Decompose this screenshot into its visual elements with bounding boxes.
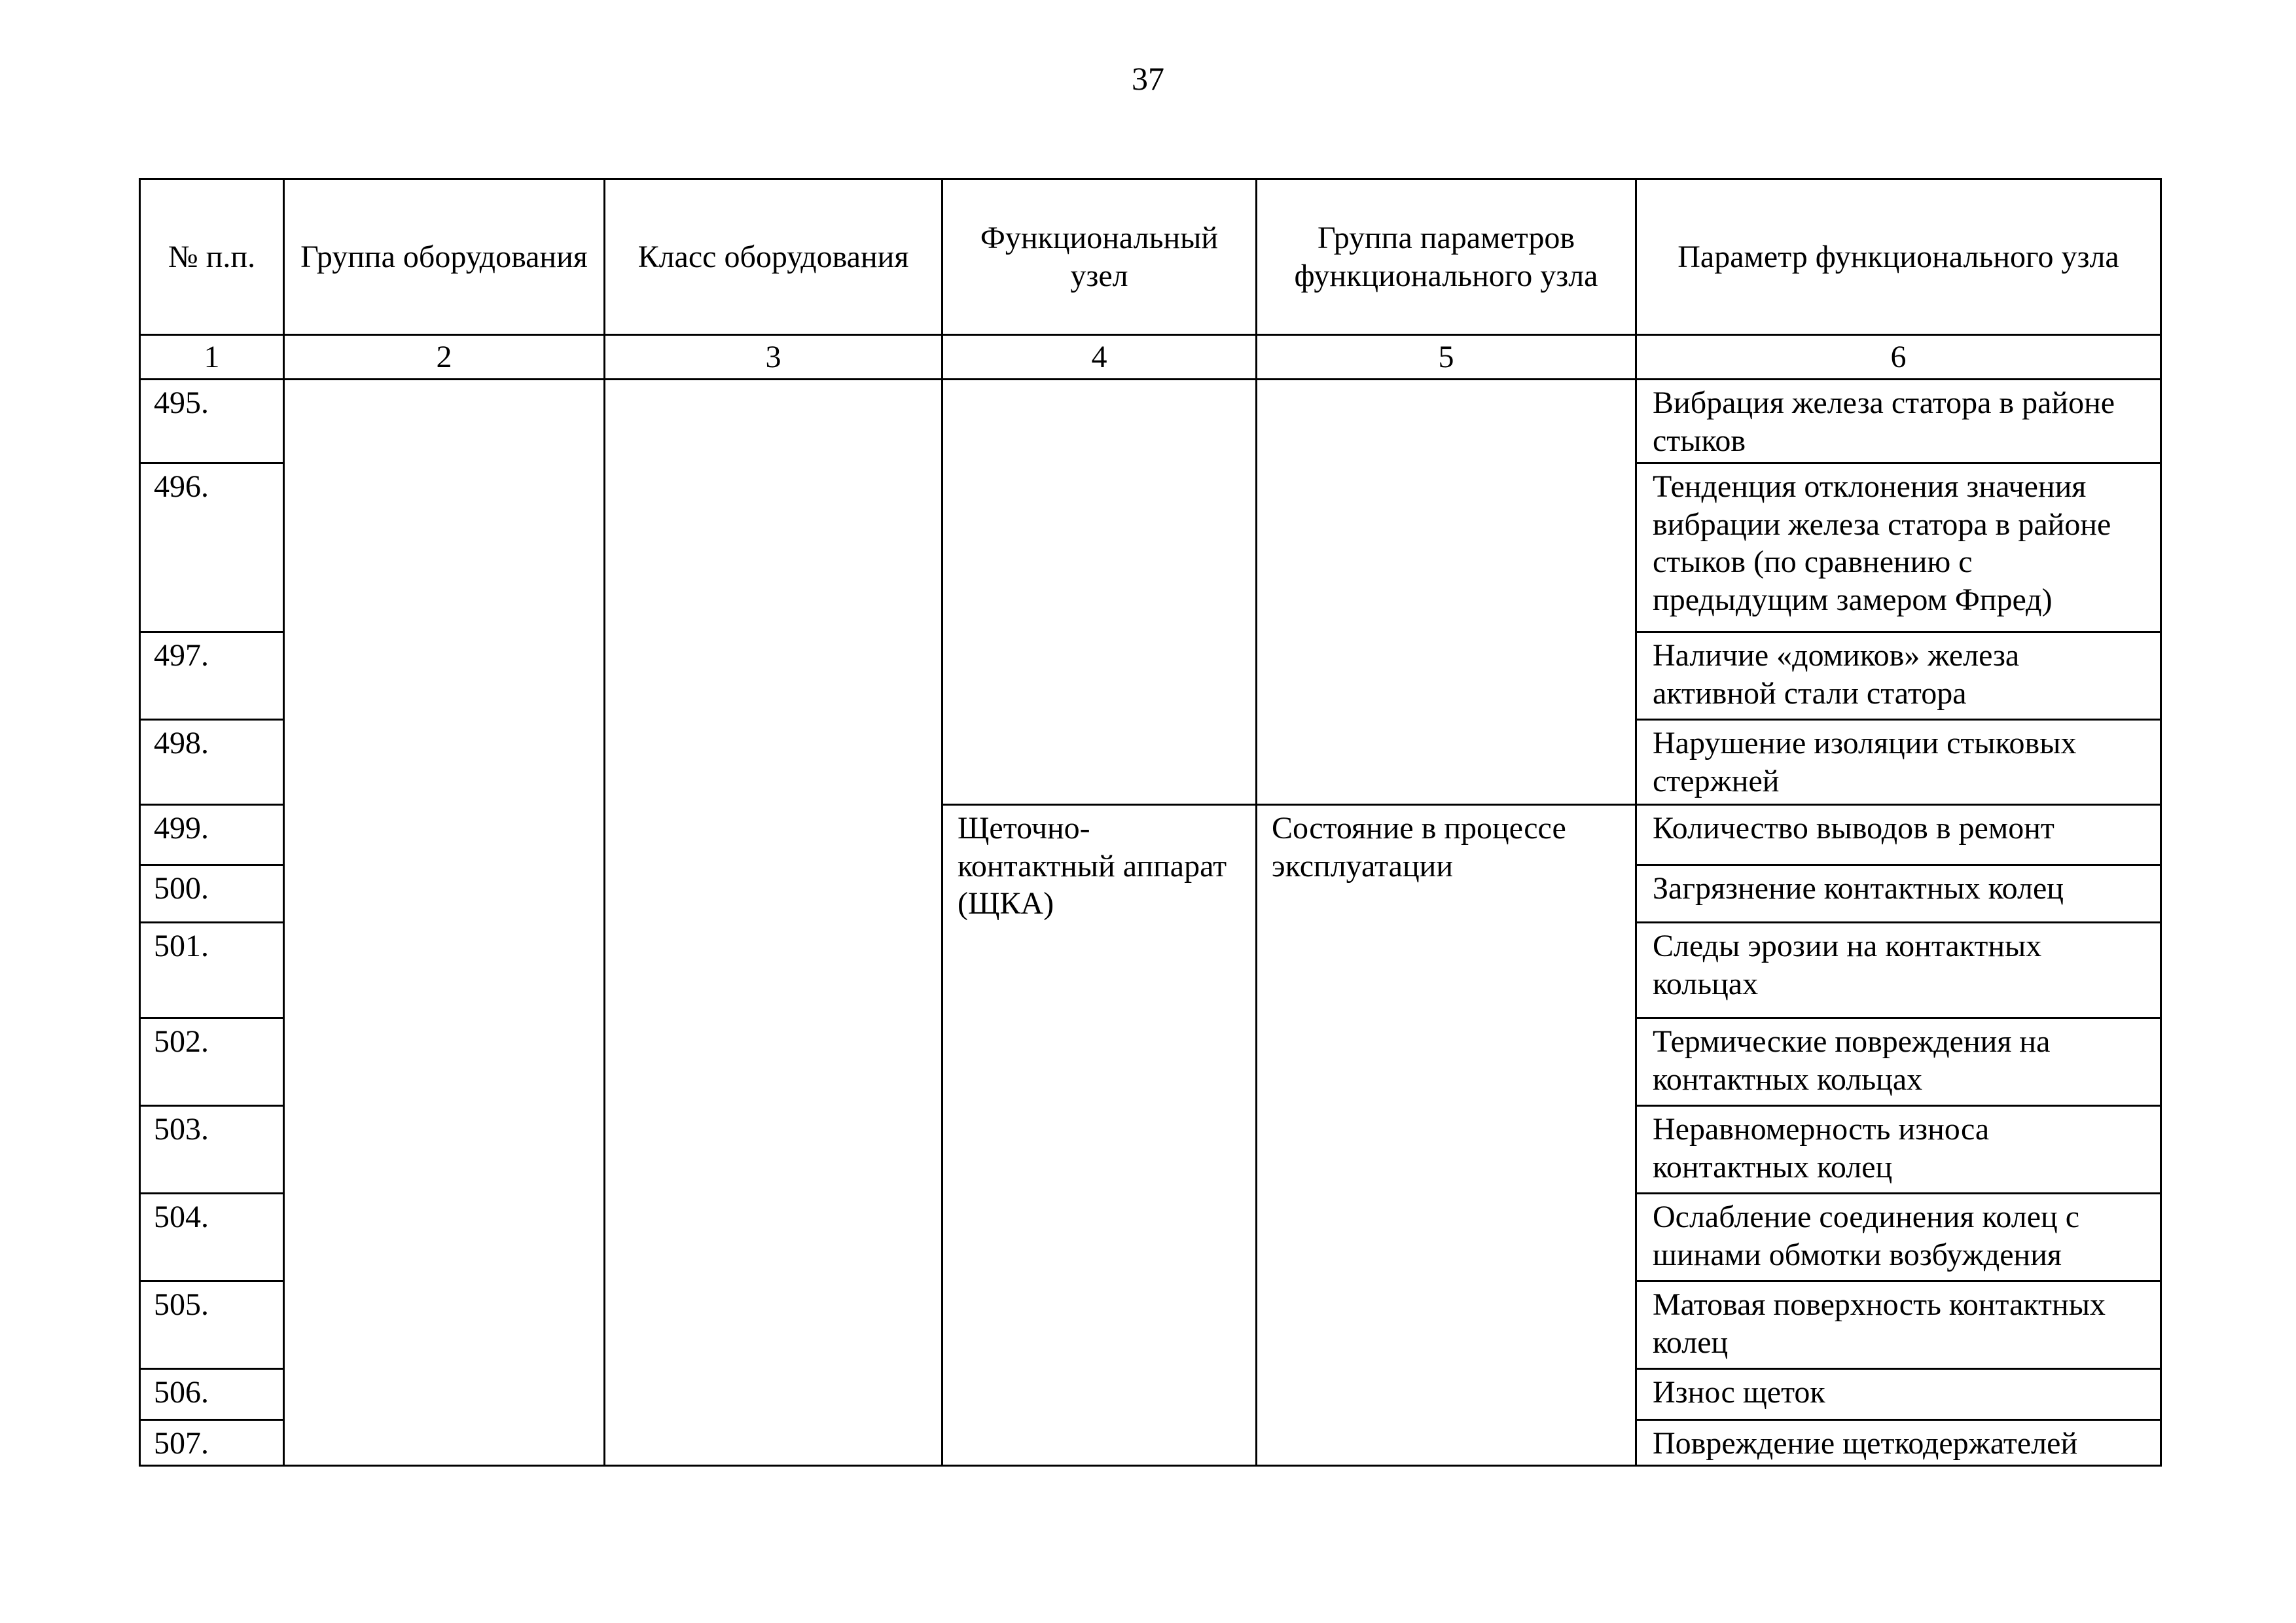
row-number: 503. xyxy=(140,1106,284,1194)
row-number: 497. xyxy=(140,632,284,720)
col-header-equipment-class: Класс оборудования xyxy=(605,179,942,335)
row-parameter: Наличие «домиков» железа активной стали статора xyxy=(1636,632,2161,720)
row-parameter: Повреждение щеткодержателей xyxy=(1636,1420,2161,1466)
col-index: 5 xyxy=(1257,335,1636,380)
col-index: 6 xyxy=(1636,335,2161,380)
row-parameter: Матовая поверхность контактных колец xyxy=(1636,1281,2161,1369)
row-parameter: Следы эрозии на контактных кольцах xyxy=(1636,923,2161,1018)
column-index-row xyxy=(140,335,2161,380)
row-number: 506. xyxy=(140,1369,284,1420)
row-number: 500. xyxy=(140,865,284,923)
row-parameter: Вибрация железа статора в районе стыков xyxy=(1636,380,2161,463)
col-index: 2 xyxy=(284,335,605,380)
row-number: 502. xyxy=(140,1018,284,1106)
row-number: 498. xyxy=(140,720,284,805)
row-number: 496. xyxy=(140,463,284,632)
col-header-parameter-group: Группа параметров функционального узла xyxy=(1257,179,1636,335)
functional-unit-cell-empty xyxy=(942,380,1257,805)
row-parameter: Тенденция отклонения значения вибрации железа статора в районе стыков (по сравнению с предыдущим замером Фпред) xyxy=(1636,463,2161,632)
row-parameter: Загрязнение контактных колец xyxy=(1636,865,2161,923)
row-parameter: Ослабление соединения колец с шинами обмотки возбуждения xyxy=(1636,1194,2161,1281)
row-number: 501. xyxy=(140,923,284,1018)
row-parameter: Термические повреждения на контактных кольцах xyxy=(1636,1018,2161,1106)
row-parameter: Количество выводов в ремонт xyxy=(1636,805,2161,865)
row-number: 495. xyxy=(140,380,284,463)
col-header-number: № п.п. xyxy=(140,179,284,335)
parameter-group-cell: Состояние в процессе эксплуатации xyxy=(1257,805,1636,1466)
parameter-group-cell-empty xyxy=(1257,380,1636,805)
row-parameter: Износ щеток xyxy=(1636,1369,2161,1420)
row-number: 507. xyxy=(140,1420,284,1466)
row-parameter: Неравномерность износа контактных колец xyxy=(1636,1106,2161,1194)
functional-unit-cell: Щеточно-контактный аппарат (ЩКА) xyxy=(942,805,1257,1466)
header-row xyxy=(140,179,2161,335)
parameters-table xyxy=(139,178,2162,1467)
col-header-equipment-group: Группа оборудования xyxy=(284,179,605,335)
col-index: 1 xyxy=(140,335,284,380)
col-header-functional-unit: Функциональный узел xyxy=(942,179,1257,335)
equipment-group-cell xyxy=(284,380,605,1466)
row-number: 504. xyxy=(140,1194,284,1281)
row-number: 505. xyxy=(140,1281,284,1369)
row-number: 499. xyxy=(140,805,284,865)
table-row xyxy=(140,380,2161,463)
col-index: 4 xyxy=(942,335,1257,380)
row-parameter: Нарушение изоляции стыковых стержней xyxy=(1636,720,2161,805)
col-index: 3 xyxy=(605,335,942,380)
col-header-parameter: Параметр функционального узла xyxy=(1636,179,2161,335)
page-number: 37 xyxy=(1132,60,1164,97)
equipment-class-cell xyxy=(605,380,942,1466)
